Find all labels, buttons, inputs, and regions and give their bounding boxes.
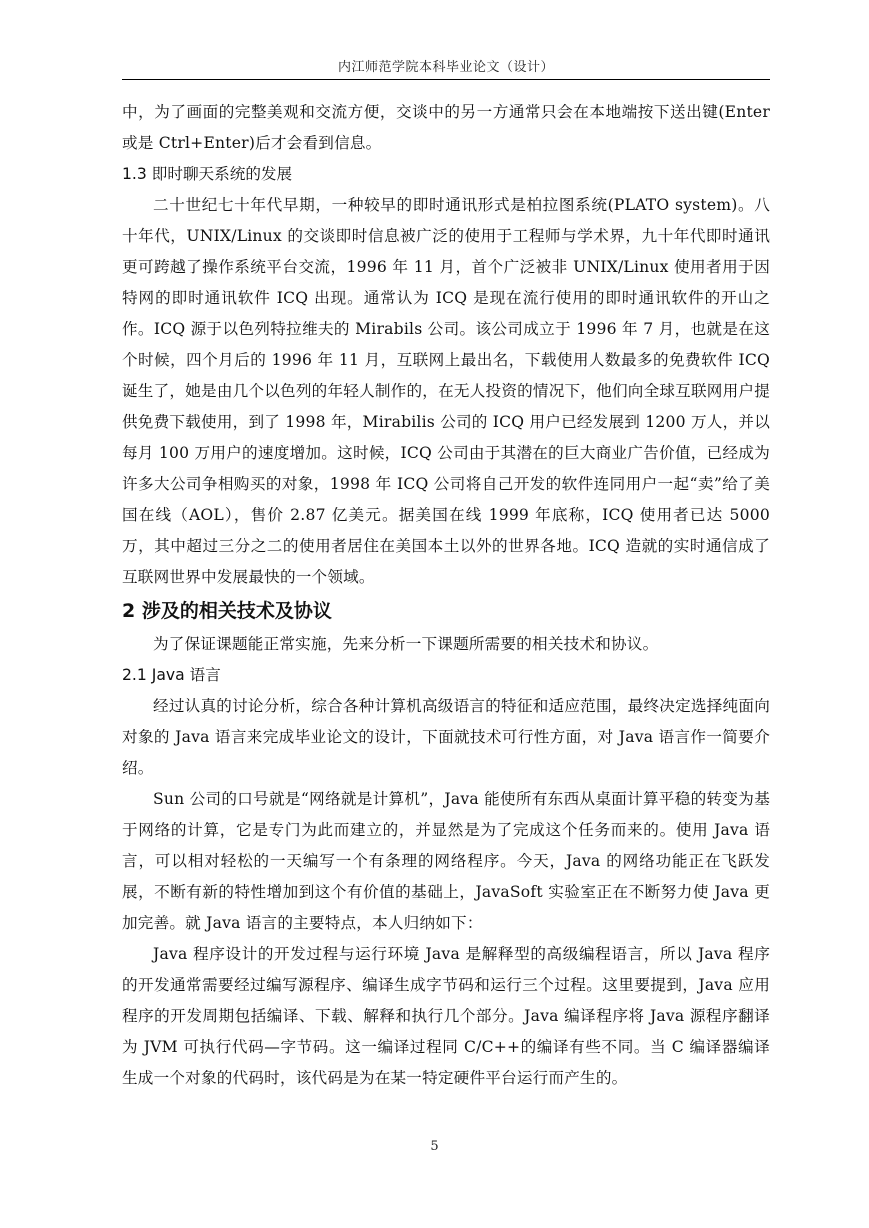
chapter-heading-2: 2 涉及的相关技术及协议 (122, 600, 332, 622)
paragraph-java-dev-process: Java 程序设计的开发过程与运行环境 Java 是解释型的高级编程语言，所以 Java 程序的开发通常需要经过编写源程序、编译生成字节码和运行三个过程。这里要提到，Java 应用程序的开发周期包括编译、下载、解释和执行几个部分。Java 编译程序将 Java 源程序翻译为 JVM 可执行代码—字节码。这一编译过程同 C/C++的编译有些不同。当 C 编译器编译生成一个对象的代码时，该代码是为在某一特定硬件平台运行而产生的。 (122, 945, 770, 1087)
document-body (122, 97, 770, 1094)
paragraph-java-choice: 经过认真的讨论分析，综合各种计算机高级语言的特征和适应范围，最终决定选择纯面向对象的 Java 语言来完成毕业论文的设计，下面就技术可行性方面，对 Java 语言作一简要介绍。 (122, 697, 770, 777)
section-heading-2-1: 2.1 Java 语言 (122, 666, 221, 684)
running-header: 内江师范学院本科毕业论文（设计） (337, 60, 554, 75)
paragraph-continuation: 中，为了画面的完整美观和交流方便，交谈中的另一方通常只会在本地端按下送出键(Enter 或是 Ctrl+Enter)后才会看到信息。 (122, 103, 770, 152)
section-heading-1-3: 1.3 即时聊天系统的发展 (122, 165, 293, 183)
paragraph-im-history: 二十世纪七十年代早期，一种较早的即时通讯形式是柏拉图系统(PLATO system)。八十年代，UNIX/Linux 的交谈即时信息被广泛的使用于工程师与学术界，九十年代即时通讯更可跨越了操作系统平台交流，1996 年 11 月，首个广泛被非 UNIX/Linux 使用者用于因特网的即时通讯软件 ICQ 出现。通常认为 ICQ 是现在流行使用的即时通讯软件的开山之作。ICQ 源于以色列特拉维夫的 Mirabils 公司。该公司成立于 1996 年 7 月，也就是在这个时候，四个月后的 1996 年 11 月，互联网上最出名，下载使用人数最多的免费软件 ICQ 诞生了，她是由几个以色列的年轻人制作的，在无人投资的情况下，他们向全球互联网用户提供免费下载使用，到了 1998 年，Mirabilis 公司的 ICQ 用户已经发展到 1200 万人，并以每月 100 万用户的速度增加。这时候，ICQ 公司由于其潜在的巨大商业广告价值，已经成为许多大公司争相购买的对象，1998 年 ICQ 公司将自己开发的软件连同用户一起“卖”给了美国在线（AOL），售价 2.87 亿美元。据美国在线 1999 年底称，ICQ 使用者已达 5000 万，其中超过三分之二的使用者居住在美国本土以外的世界各地。ICQ 造就的实时通信成了互联网世界中发展最快的一个领域。 (122, 196, 770, 586)
paragraph-chapter-intro: 为了保证课题能正常实施，先来分析一下课题所需要的相关技术和协议。 (153, 635, 659, 653)
paragraph-java-network: Sun 公司的口号就是“网络就是计算机”，Java 能使所有东西从桌面计算平稳的转变为基于网络的计算，它是专门为此而建立的，并显然是为了完成这个任务而来的。使用 Java 语言，可以相对轻松的一天编写一个有条理的网络程序。今天，Java 的网络功能正在飞跃发展，不断有新的特性增加到这个有价值的基础上，JavaSoft 实验室正在不断努力使 Java 更加完善。就 Java 语言的主要特点，本人归纳如下： (122, 790, 770, 932)
header-divider (122, 79, 770, 80)
page-number: 5 (430, 1139, 439, 1154)
